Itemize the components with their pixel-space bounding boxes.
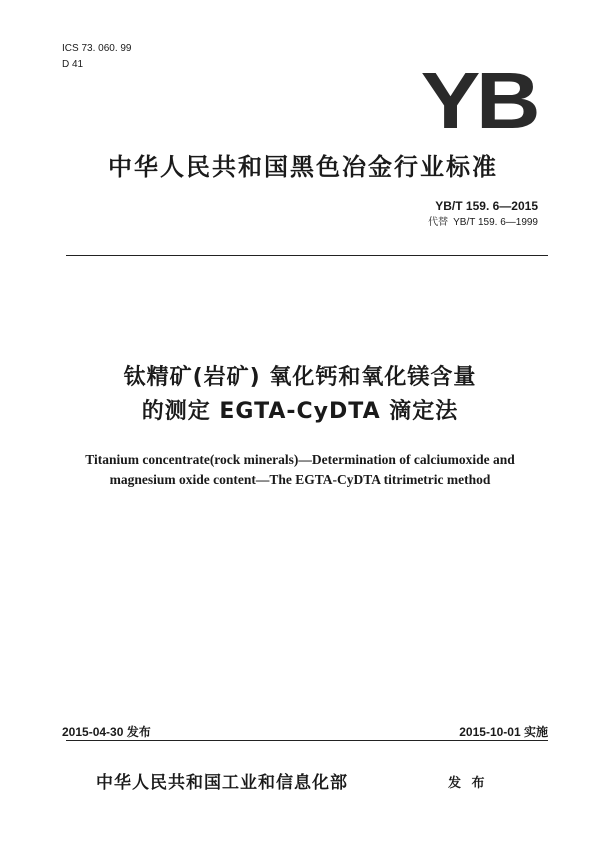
replaces-line xyxy=(428,216,538,230)
ics-code: ICS 73. 060. 99 xyxy=(62,43,132,54)
issue-date-line xyxy=(62,724,151,740)
replaces-number: YB/T 159. 6—1999 xyxy=(453,217,538,228)
title-en-line1: Titanium concentrate(rock minerals)—Determination of calciumoxide and xyxy=(85,452,515,467)
publisher-name: 中华人民共和国工业和信息化部 xyxy=(96,773,348,793)
bottom-divider xyxy=(66,740,548,741)
standard-number: YB/T 159. 6—2015 xyxy=(435,199,538,213)
title-cn-line2: 的测定 EGTA-CyDTA 滴定法 xyxy=(141,399,459,424)
top-divider xyxy=(66,255,548,256)
title-cn-line1: 钛精矿(岩矿) 氧化钙和氧化镁含量 xyxy=(123,365,477,390)
ccs-code: D 41 xyxy=(62,59,84,70)
replaces-label: 代替 xyxy=(428,217,449,228)
title-en-line2: magnesium oxide content—The EGTA-CyDTA titrimetric method xyxy=(109,472,491,487)
issue-date: 2015-04-30 xyxy=(62,725,124,739)
publisher-action: 发 布 xyxy=(448,776,488,791)
implement-date-line xyxy=(459,724,548,740)
implement-date: 2015-10-01 xyxy=(459,725,521,739)
issue-label: 发布 xyxy=(126,725,151,739)
industry-standard-title: 中华人民共和国黑色冶金行业标准 xyxy=(108,153,498,181)
implement-label: 实施 xyxy=(523,725,548,739)
yb-logo: YB xyxy=(420,56,536,145)
